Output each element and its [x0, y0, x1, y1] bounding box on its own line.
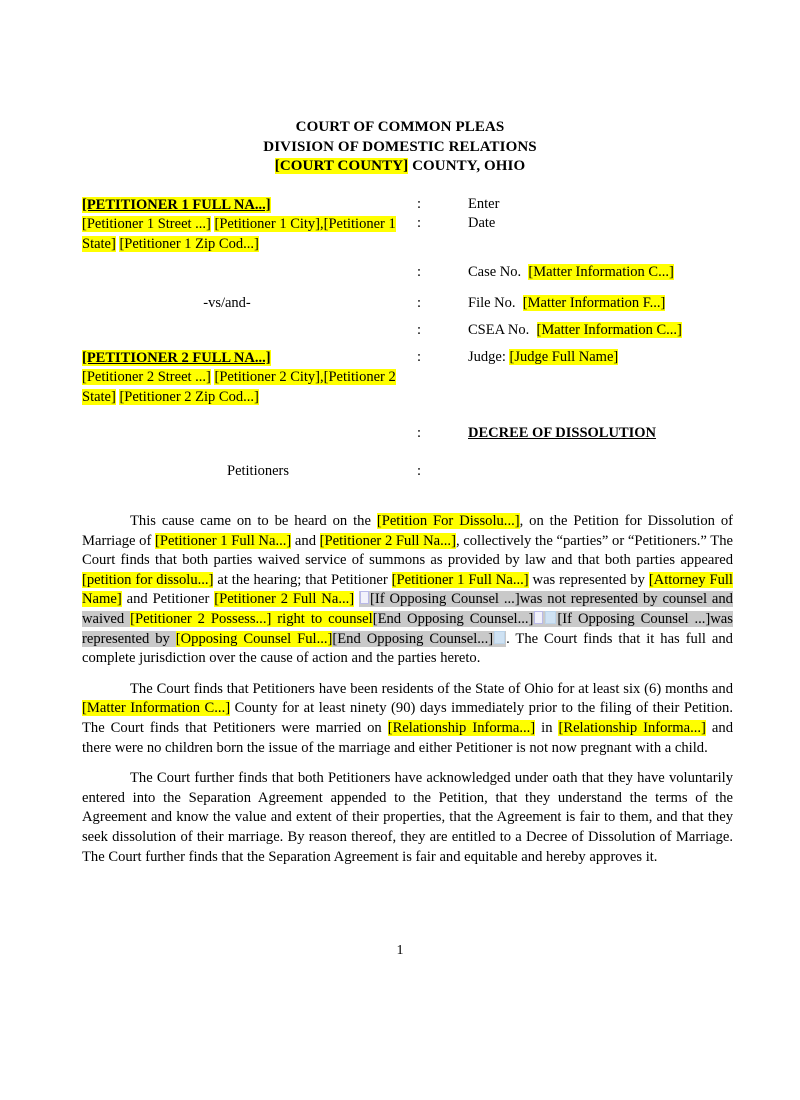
field-case-number[interactable]: [Matter Information C...]: [528, 264, 674, 280]
field-marker-lavender-icon: [534, 611, 543, 624]
caption-right-row-1: [443, 215, 732, 232]
field-petition-for-dissolution-ref[interactable]: [petition for dissolu...]: [82, 571, 214, 588]
field-petitioner1-full-name[interactable]: [PETITIONER 1 FULL NA...]: [82, 197, 271, 213]
p2-text-1: The Court finds that Petitioners have been residents of the State of Ohio for at least six (6) months and: [130, 680, 733, 697]
caption-label-csea-no: CSEA No.: [468, 322, 530, 338]
field-petitioner2-zip[interactable]: [Petitioner 2 Zip Cod...]: [119, 388, 259, 405]
p1-text-4: , collectively the “parties” or “Petitioners.” The Court finds that both parties waived service of summons as provided by law and that both parties appeared: [82, 532, 733, 569]
p1-text-5: at the hearing; that Petitioner: [213, 571, 392, 588]
petitioner1-street-block: [82, 215, 417, 254]
caption-row-petitioner2-street: [82, 368, 732, 407]
field-marker-group-2: [493, 631, 506, 647]
field-court-county[interactable]: [COURT COUNTY]: [274, 158, 409, 174]
petitioners-label-block: [82, 463, 417, 480]
caption-right-row-5: [443, 349, 732, 366]
caption-colon: :: [417, 463, 422, 479]
header-county-suffix: COUNTY, OHIO: [408, 158, 526, 174]
conditional-if-opposing-counsel-1[interactable]: [359, 591, 520, 607]
field-petitioner2-state[interactable]: [Petitioner 2 State]: [82, 369, 396, 405]
p1-text-1: This cause came on to be heard on the: [130, 513, 377, 529]
p1-text-12: . The Court finds that it has full and complete jurisdiction over the cause of action and the parties hereto.: [82, 630, 733, 667]
document-body: [82, 512, 733, 867]
field-matter-county[interactable]: [Matter Information C...]: [82, 700, 231, 717]
petitioners-label: Petitioners: [227, 463, 290, 479]
conditional-end-opposing-counsel-1[interactable]: [End Opposing Counsel...]: [372, 610, 534, 627]
caption-colon: :: [417, 322, 422, 338]
caption-row-petitioner1-street: [82, 215, 732, 254]
paragraph-1: [82, 512, 733, 669]
field-petitioner1-zip[interactable]: [Petitioner 1 Zip Cod...]: [119, 235, 259, 252]
petitioner1-city-separator: ,: [320, 216, 324, 232]
petitioner1-name-line: [82, 196, 417, 215]
field-marker-lavender-icon: [360, 591, 369, 604]
field-marriage-date[interactable]: [Relationship Informa...]: [387, 719, 536, 736]
petitioner2-street-block: [82, 368, 417, 407]
page-number: 1: [396, 943, 404, 958]
header-line-court: COURT OF COMMON PLEAS: [295, 119, 505, 135]
field-marker-group-1: [533, 611, 557, 627]
p2-text-3: in: [535, 719, 559, 736]
case-caption: [82, 196, 732, 480]
field-petitioner1-state[interactable]: [Petitioner 1 State]: [82, 216, 396, 252]
paragraph-2: [82, 680, 733, 758]
field-file-number[interactable]: [Matter Information F...]: [522, 295, 666, 311]
decree-of-dissolution-title: DECREE OF DISSOLUTION: [468, 425, 657, 441]
petitioner2-name-line: [82, 349, 417, 368]
petitioner1-block: [82, 196, 417, 215]
p1-text-9: was not represented by counsel and waived: [82, 591, 733, 627]
petitioner1-address-line1: [82, 215, 417, 254]
p1-text-3: and: [291, 532, 320, 549]
petitioner2-block: [82, 349, 417, 368]
field-petitioner2-full-name[interactable]: [PETITIONER 2 FULL NA...]: [82, 350, 271, 366]
field-petition-for-dissolution[interactable]: [Petition For Dissolu...]: [376, 513, 520, 529]
p1-text-10: right to counsel: [271, 610, 373, 627]
caption-row-petitioner1-name: [82, 196, 732, 215]
field-petitioner1-city[interactable]: [Petitioner 1 City]: [214, 216, 320, 232]
p1-text-7: and Petitioner: [121, 591, 215, 608]
field-petitioner2-name-ref-2[interactable]: [Petitioner 2 Full Na...]: [214, 591, 355, 608]
caption-colon: :: [417, 425, 422, 441]
p2-text-4: and there were no children born the issue of the marriage and either Petitioner is not now pregnant with a child.: [82, 719, 733, 756]
caption-colon: :: [417, 295, 422, 311]
p1-text-11: was represented by: [82, 610, 733, 647]
caption-label-judge: Judge:: [468, 349, 506, 365]
caption-row-decree-title: [82, 425, 732, 442]
field-petitioner2-city[interactable]: [Petitioner 2 City]: [214, 369, 320, 385]
vs-and-label: -vs/and-: [203, 295, 251, 311]
vs-and-block: [82, 295, 417, 312]
caption-right-row-2: [443, 264, 732, 281]
paragraph-3: The Court further finds that both Petitioners have acknowledged under oath that they have voluntarily entered into the Separation Agreement appended to the Petition, that they understand the terms of the Agreement and know the value and extent of their properties, that the Agreement is fair to them, and that they seek dissolution of their marriage. By reason thereof, they are entitled to a Decree of Dissolution of Marriage. The Court further finds that the Separation Agreement is fair and equitable and hereby approves it.: [82, 770, 733, 865]
caption-right-row-3: [443, 295, 732, 312]
caption-row-petitioner2-name: [82, 349, 732, 368]
field-petitioner1-name-ref-1[interactable]: [Petitioner 1 Full Na...]: [154, 532, 292, 549]
caption-label-enter: Enter: [468, 196, 500, 212]
field-judge-full-name[interactable]: [Judge Full Name]: [509, 349, 619, 365]
conditional-if-opposing-counsel-1-label: [If Opposing Counsel ...]: [370, 591, 520, 608]
caption-label-file-no: File No.: [468, 295, 516, 311]
field-marker-blue-icon: [494, 631, 505, 644]
field-petitioner1-street[interactable]: [Petitioner 1 Street ...]: [82, 216, 211, 232]
field-petitioner2-street[interactable]: [Petitioner 2 Street ...]: [82, 369, 211, 385]
p1-text-2: , on the Petition for Dissolution of Marriage of: [82, 513, 733, 549]
caption-row-csea-no: [82, 322, 732, 339]
field-petitioner2-name-ref-1[interactable]: [Petitioner 2 Full Na...]: [319, 532, 456, 549]
field-petitioner2-possessive[interactable]: [Petitioner 2 Possess...]: [130, 610, 272, 627]
caption-right-row-4: [443, 322, 732, 339]
caption-colon: :: [417, 349, 422, 365]
caption-right-decree: [443, 425, 732, 442]
field-attorney-full-name[interactable]: [Attorney Full Name]: [82, 571, 733, 608]
caption-colon: :: [417, 196, 422, 212]
petitioner2-address-line1: [82, 368, 417, 407]
petitioner2-city-separator: ,: [320, 369, 324, 385]
field-marriage-place[interactable]: [Relationship Informa...]: [558, 719, 706, 736]
field-petitioner1-name-ref-2[interactable]: [Petitioner 1 Full Na...]: [391, 571, 529, 588]
field-marker-blue-icon: [545, 611, 556, 624]
caption-label-date: Date: [468, 215, 496, 231]
caption-row-petitioners-label: [82, 463, 732, 480]
header-line-division: DIVISION OF DOMESTIC RELATIONS: [263, 138, 537, 155]
document-header: [0, 118, 800, 177]
caption-row-file-no: [82, 295, 732, 312]
conditional-end-opposing-counsel-2[interactable]: [End Opposing Counsel...]: [332, 630, 494, 647]
caption-label-case-no: Case No.: [468, 264, 522, 280]
p1-text-6: was represented by: [528, 571, 649, 588]
field-csea-number[interactable]: [Matter Information C...]: [536, 322, 682, 338]
p2-text-2: County for at least ninety (90) days immediately prior to the filing of their Petition. The Court finds that Petitioners were married on: [82, 700, 733, 736]
conditional-if-opposing-counsel-2[interactable]: [If Opposing Counsel ...]: [557, 610, 711, 627]
header-line-county: [0, 157, 800, 177]
caption-right-row-0: [443, 196, 732, 213]
caption-colon: :: [417, 215, 422, 231]
caption-colon: :: [417, 264, 422, 280]
field-opposing-counsel-full-name[interactable]: [Opposing Counsel Ful...]: [175, 630, 333, 647]
caption-row-case-no: [82, 264, 732, 281]
